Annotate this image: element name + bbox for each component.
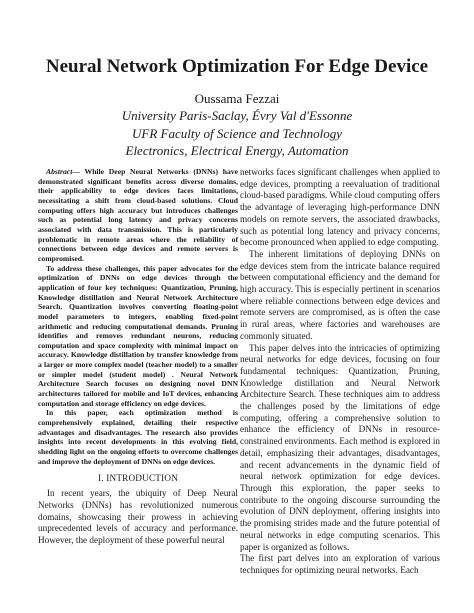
body-paragraph: This paper delves into the intricacies of optimizing neural networks for edge devices, focusing on four fundamental techniques: Quantization, Pruning, Knowledge distillation and Neural Network Architecture Search. These techniques aim to address the challenges posed by the limitations of edge computing, offering a comprehensive solution to enhance the efficiency of DNNs in resource-constrained environments. Each method is explored in detail, emphasizing their advantages, disadvantages, and recent advancements in the dynamic field of neural network optimization for edge devices. Through this exploration, the paper seeks to contribute to the ongoing discourse surrounding the evolution of DNN deployment, offering insights into the promising strides made and the future potential of neural networks in edge computing scenarios. This paper is organized as follows. xyxy=(240,342,440,552)
body-paragraph: The first part delves into an exploration of various techniques for optimizing neural networks. Each xyxy=(240,553,440,575)
body-paragraph: The inherent limitations of deploying DNNs on edge devices stem from the intricate balance required between computational efficiency and the demand for high accuracy. This is especially pertinent in scenarios where reliable connections between edge devices and remote servers are compromised, as is often the case in rural areas, where factories and warehouses are commonly situated. xyxy=(240,248,440,341)
abstract-paragraph: To address these challenges, this paper advocates for the optimization of DNNs on edge devices through the application of four key techniques: Quantization, Pruning, Knowledge distillation and Neural Network Architecture Search. Quantization involves converting floating-point model parameters to integers, enabling fixed-point arithmetic and reducing computational demands. Pruning identifies and removes redundant neurons, reducing computation and space complexity with minimal impact on accuracy. Knowledge distillation by transfer knowledge from a larger or more complex model (teacher model) to a smaller or simpler model (student model) . Neural Network Architecture Search focuses on designing novel DNN architectures tailored for mobile and IoT devices, enhancing computation and storage efficiency on edge devices. xyxy=(38,263,238,408)
abstract-paragraph: Abstract— While Deep Neural Networks (DNNs) have demonstrated significant benefits across diverse domains, their applicability to edge devices faces limitations, necessitating a shift from cloud-based solutions. Cloud computing offers high accuracy but introduces challenges such as potential long latency and privacy concerns associated with data transmission. This is particularly problematic in remote areas where the reliability of connections between edge devices and remote servers is compromised. xyxy=(38,167,238,263)
affiliation-university: University Paris-Saclay, Évry Val d'Essonne xyxy=(121,108,353,124)
intro-right-text xyxy=(240,167,440,577)
abstract-label: Abstract xyxy=(46,167,73,176)
body-paragraph: In recent years, the ubiquity of Deep Neural Networks (DNNs) has revolutionized numerous domains, showcasing their prowess in achieving unprecedented levels of accuracy and performance. However, the deployment of these powerful neural xyxy=(38,488,238,546)
section-heading: I. INTRODUCTION xyxy=(97,473,179,484)
abstract-text: While Deep Neural Networks (DNNs) have demonstrated significant benefits across diverse domains, their applicability to edge devices faces limitations, necessitating a shift from cloud-based solutions. Cloud computing offers high accuracy but introduces challenges such as potential long latency and privacy concerns associated with data transmission. This is particularly problematic in remote areas where the reliability of connections between edge devices and remote servers is compromised. xyxy=(38,167,238,263)
affiliation-faculty: UFR Faculty of Science and Technology xyxy=(132,125,342,141)
intro-left-text xyxy=(38,488,238,547)
affiliation-department: Electronics, Electrical Energy, Automation xyxy=(125,142,349,158)
abstract xyxy=(38,167,238,466)
right-column xyxy=(240,167,440,577)
author-block xyxy=(0,90,474,159)
left-column xyxy=(38,167,238,547)
abstract-paragraph: In this paper, each optimization method is comprehensively explained, detailing their respective advantages and disadvantages. The research also provides insights into recent developments in this evolving field, shedding light on the ongoing efforts to overcome challenges and improve the deployment of DNNs on edge devices. xyxy=(38,408,238,466)
paper-title: Neural Network Optimization For Edge Device xyxy=(45,56,429,77)
author-name: Oussama Fezzai xyxy=(194,91,280,106)
body-paragraph: networks faces significant challenges when applied to edge devices, prompting a reevaluation of traditional cloud-based paradigms. While cloud computing offers the advantage of leveraging high-performance DNN models on remote servers, the associated drawbacks, such as potential long latency and privacy concerns, become pronounced when applied to edge computing. xyxy=(240,167,440,248)
